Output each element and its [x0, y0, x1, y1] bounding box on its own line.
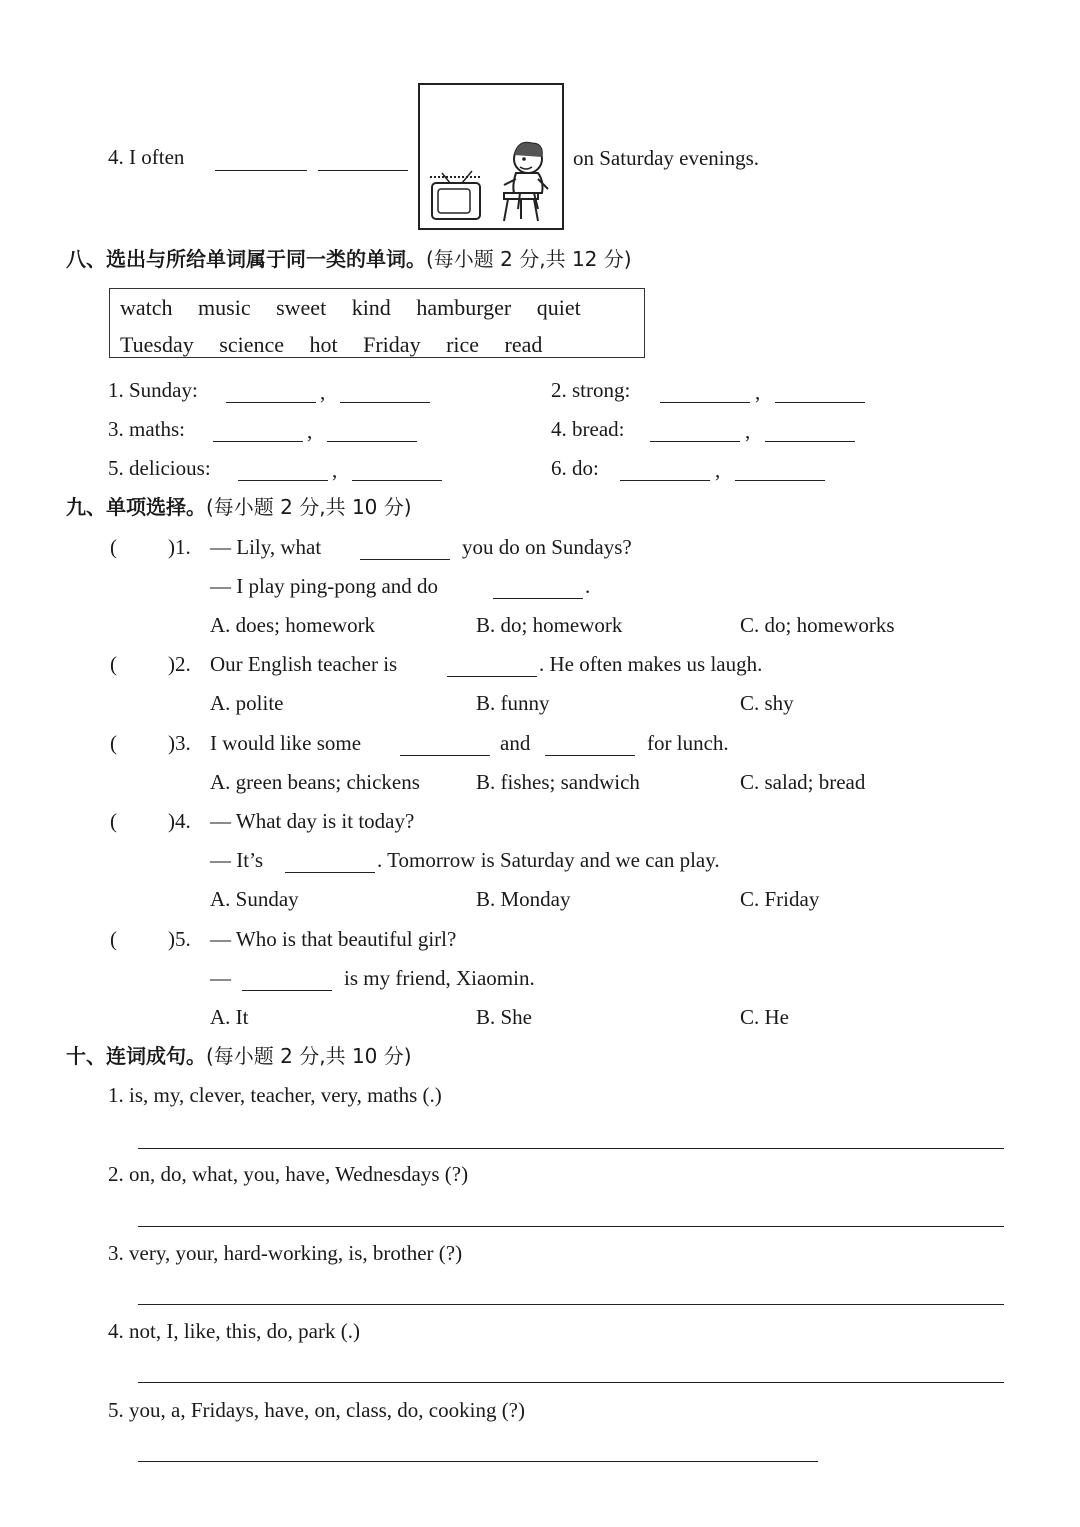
option-c[interactable]: C. He — [740, 1005, 789, 1029]
classify-label: 2. strong: — [551, 378, 631, 402]
classify-item-2 — [551, 380, 630, 401]
word: music — [198, 295, 251, 320]
answer-blank[interactable] — [765, 423, 855, 442]
option-c[interactable]: C. salad; bread — [740, 770, 866, 794]
answer-line[interactable] — [138, 1304, 1004, 1305]
answer-blank[interactable] — [545, 737, 635, 756]
answer-blank[interactable] — [285, 854, 375, 873]
classify-item-3 — [108, 419, 185, 440]
answer-blank[interactable] — [620, 462, 710, 481]
word: Friday — [363, 332, 421, 357]
answer-line[interactable] — [138, 1461, 818, 1462]
question-text: — Lily, what — [210, 535, 322, 559]
word: Tuesday — [120, 332, 194, 357]
word: rice — [446, 332, 480, 357]
question-text: I would like some — [210, 731, 362, 755]
answer-blank[interactable] — [447, 658, 537, 677]
answer-blank[interactable] — [735, 462, 825, 481]
item-text-after: on Saturday evenings. — [573, 146, 760, 170]
answer-line[interactable] — [138, 1148, 1004, 1149]
word: hamburger — [416, 295, 512, 320]
word: science — [219, 332, 284, 357]
item-number: 4. — [108, 145, 124, 169]
word: sweet — [276, 295, 327, 320]
answer-blank[interactable] — [493, 580, 583, 599]
answer-blank-2[interactable] — [318, 152, 408, 171]
reorder-item-1: 1. is, my, clever, teacher, very, maths (.) — [108, 1083, 442, 1107]
question-text: . — [585, 574, 591, 598]
section-9-note: (每小题 2 分,共 10 分) — [206, 495, 412, 519]
word-box-row-1 — [120, 295, 601, 321]
option-c[interactable]: C. shy — [740, 691, 794, 715]
answer-blank[interactable] — [340, 384, 430, 403]
section-8-title: 八、选出与所给单词属于同一类的单词。 — [66, 247, 426, 271]
answer-blank[interactable] — [400, 737, 490, 756]
question-text: — — [210, 966, 231, 990]
question-text: and — [500, 731, 531, 755]
word: quiet — [536, 295, 581, 320]
answer-paren[interactable]: ( — [110, 652, 117, 676]
question-text: for lunch. — [647, 731, 729, 755]
classify-item-4 — [551, 419, 624, 440]
boy-watching-tv-icon — [420, 85, 562, 228]
answer-blank[interactable] — [242, 972, 332, 991]
classify-label: 3. maths: — [108, 417, 185, 441]
question-number: )1. — [168, 535, 191, 559]
section-8-heading — [66, 249, 632, 269]
classify-item-6 — [551, 458, 599, 479]
classify-label: 5. delicious: — [108, 456, 211, 480]
option-a[interactable]: A. It — [210, 1005, 249, 1029]
question-number: )5. — [168, 927, 191, 951]
question-text: — Who is that beautiful girl? — [210, 927, 457, 951]
option-c[interactable]: C. do; homeworks — [740, 613, 895, 637]
answer-blank[interactable] — [213, 423, 303, 442]
reorder-item-3: 3. very, your, hard-working, is, brother (?) — [108, 1241, 463, 1265]
option-c[interactable]: C. Friday — [740, 887, 820, 911]
question-text: you do on Sundays? — [462, 535, 632, 559]
classify-item-5 — [108, 458, 211, 479]
option-b[interactable]: B. Monday — [476, 887, 571, 911]
option-a[interactable]: A. polite — [210, 691, 284, 715]
option-b[interactable]: B. fishes; sandwich — [476, 770, 640, 794]
section-10-title: 十、连词成句。 — [66, 1044, 206, 1068]
reorder-item-2: 2. on, do, what, you, have, Wednesdays (?) — [108, 1162, 469, 1186]
q7-item-4 — [108, 147, 184, 168]
item-text-before: I often — [129, 145, 185, 169]
word: watch — [120, 295, 173, 320]
question-number: )3. — [168, 731, 191, 755]
word-box-row-2 — [120, 332, 562, 358]
answer-blank[interactable] — [660, 384, 750, 403]
answer-line[interactable] — [138, 1382, 1004, 1383]
option-a[interactable]: A. Sunday — [210, 887, 299, 911]
reorder-item-4: 4. not, I, like, this, do, park (.) — [108, 1319, 360, 1343]
section-9-title: 九、单项选择。 — [66, 495, 206, 519]
question-text: Our English teacher is — [210, 652, 398, 676]
classify-label: 6. do: — [551, 456, 599, 480]
question-number: )2. — [168, 652, 191, 676]
section-9-heading — [66, 497, 412, 517]
section-10-note: (每小题 2 分,共 10 分) — [206, 1044, 412, 1068]
answer-blank[interactable] — [650, 423, 740, 442]
answer-blank[interactable] — [352, 462, 442, 481]
option-a[interactable]: A. does; homework — [210, 613, 376, 637]
answer-line[interactable] — [138, 1226, 1004, 1227]
classify-label: 4. bread: — [551, 417, 625, 441]
word: hot — [309, 332, 338, 357]
word-box — [109, 288, 645, 358]
question-text: is my friend, Xiaomin. — [344, 966, 535, 990]
section-8-note: (每小题 2 分,共 12 分) — [426, 247, 632, 271]
answer-paren[interactable]: ( — [110, 731, 117, 755]
answer-blank-1[interactable] — [215, 152, 307, 171]
question-text: — I play ping-pong and do — [210, 574, 439, 598]
classify-item-1 — [108, 380, 198, 401]
question-number: )4. — [168, 809, 191, 833]
option-a[interactable]: A. green beans; chickens — [210, 770, 420, 794]
word: kind — [351, 295, 391, 320]
word: read — [504, 332, 543, 357]
tv-watching-picture — [418, 83, 564, 230]
option-b[interactable]: B. She — [476, 1005, 533, 1029]
question-text: . He often makes us laugh. — [539, 652, 763, 676]
reorder-item-5: 5. you, a, Fridays, have, on, class, do, cooking (?) — [108, 1398, 525, 1422]
answer-paren[interactable]: ( — [110, 927, 117, 951]
classify-label: 1. Sunday: — [108, 378, 198, 402]
option-b[interactable]: B. funny — [476, 691, 550, 715]
answer-paren[interactable]: ( — [110, 809, 117, 833]
answer-blank[interactable] — [360, 541, 450, 560]
option-b[interactable]: B. do; homework — [476, 613, 623, 637]
question-text: — It’s — [210, 848, 264, 872]
question-text: . Tomorrow is Saturday and we can play. — [377, 848, 720, 872]
answer-blank[interactable] — [238, 462, 328, 481]
question-text: — What day is it today? — [210, 809, 415, 833]
section-10-heading — [66, 1046, 412, 1066]
answer-blank[interactable] — [775, 384, 865, 403]
answer-blank[interactable] — [226, 384, 316, 403]
answer-paren[interactable]: ( — [110, 535, 117, 559]
answer-blank[interactable] — [327, 423, 417, 442]
